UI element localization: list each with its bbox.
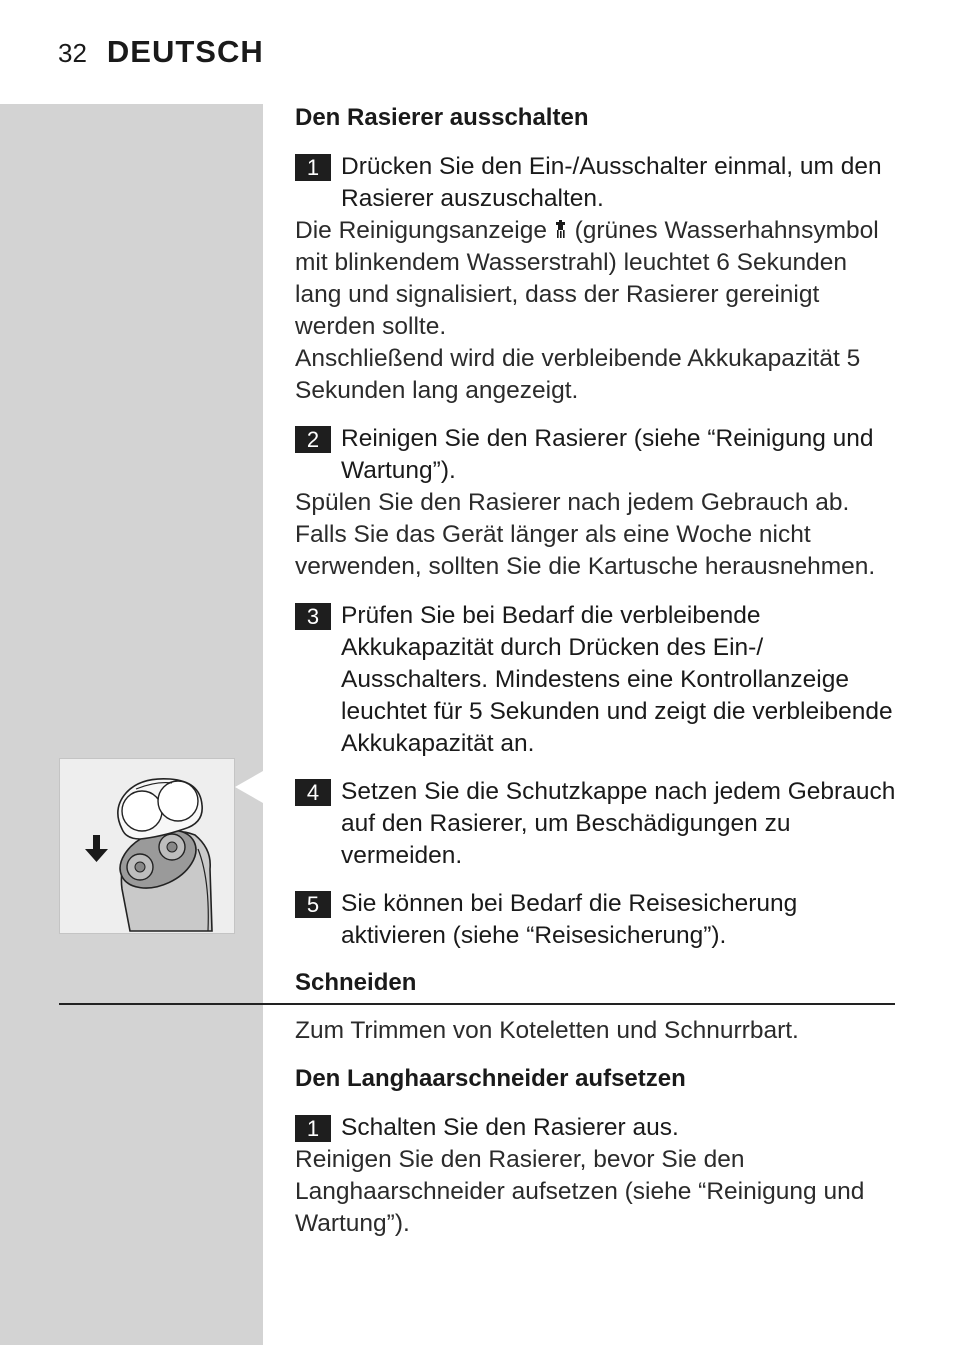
- step-5-travel-lock: [295, 888, 900, 952]
- step-text: Prüfen Sie bei Bedarf die verbleibende Akkukapazität durch Drücken des Ein-/ Ausschalters. Mindestens eine Kontrollanzeige leuchtet für 5 Sekunden und zeigt die verbleibende Akkukapazität an.: [341, 602, 893, 757]
- step-4-protection-cap: [295, 776, 900, 872]
- step-2-clean: [295, 423, 900, 487]
- step-text: Reinigen Sie den Rasierer (siehe “Reinigung und Wartung”).: [341, 425, 874, 484]
- section-divider: [59, 1003, 895, 1005]
- figure-pointer: [235, 771, 263, 803]
- step-2-note: Spülen Sie den Rasierer nach jedem Gebrauch ab. Falls Sie das Gerät länger als eine Woche nicht verwenden, sollten Sie die Kartusche herausnehmen.: [295, 489, 876, 580]
- shaver-protection-cap-illustration: [59, 758, 235, 934]
- cutting-description: Zum Trimmen von Koteletten und Schnurrbart.: [295, 1017, 799, 1044]
- sidebar-panel: [0, 104, 263, 1345]
- step-number-badge: 2: [295, 426, 331, 453]
- step-text: Setzen Sie die Schutzkappe nach jedem Gebrauch auf den Rasierer, um Beschädigungen zu vermeiden.: [341, 778, 896, 869]
- step-1-switch-off: [295, 151, 900, 215]
- step-text: Sie können bei Bedarf die Reisesicherung aktivieren (siehe “Reisesicherung”).: [341, 890, 798, 949]
- note-text-start: Die Reinigungsanzeige: [295, 217, 547, 244]
- shaving-unit-left-center: [135, 862, 145, 872]
- page-header: [58, 34, 264, 74]
- note-text-end: (grünes Wasserhahnsymbol mit blinkendem Wasserstrahl) leuchtet 6 Sekunden lang und signalisiert, dass der Rasierer gereinigt werden sollte.: [295, 217, 879, 340]
- language-title: DEUTSCH: [106, 34, 264, 69]
- step-number-badge: 3: [295, 603, 331, 630]
- step-number-badge: 5: [295, 891, 331, 918]
- section-title-cutting: Schneiden: [295, 969, 417, 996]
- step-1-note-cleaning-indicator: [295, 215, 900, 343]
- protection-cap-left-lobe: [122, 791, 162, 831]
- page-number: 32: [58, 38, 87, 68]
- step-number-badge: 4: [295, 779, 331, 806]
- faucet-icon: [554, 220, 568, 244]
- step-1-trimmer-note: Reinigen Sie den Rasierer, bevor Sie den Langhaarschneider aufsetzen (siehe “Reinigung und Wartung”).: [295, 1146, 865, 1237]
- step-1-switch-off-shaver: [295, 1112, 900, 1144]
- step-1-note-battery: Anschließend wird die verbleibende Akkukapazität 5 Sekunden lang angezeigt.: [295, 345, 861, 404]
- section-title-attach-trimmer: Den Langhaarschneider aufsetzen: [295, 1065, 686, 1092]
- section-title-switch-off: Den Rasierer ausschalten: [295, 104, 589, 131]
- step-number-badge: 1: [295, 154, 331, 181]
- shaver-illustration-svg: [60, 759, 234, 933]
- step-number-badge: 1: [295, 1115, 331, 1142]
- shaving-unit-right-center: [167, 842, 177, 852]
- step-text: Drücken Sie den Ein-/Ausschalter einmal, um den Rasierer auszuschalten.: [341, 153, 882, 212]
- step-3-battery-check: [295, 600, 900, 760]
- step-text: Schalten Sie den Rasierer aus.: [341, 1114, 679, 1141]
- protection-cap-right-lobe: [158, 781, 198, 821]
- arrow-down-icon: [85, 835, 108, 862]
